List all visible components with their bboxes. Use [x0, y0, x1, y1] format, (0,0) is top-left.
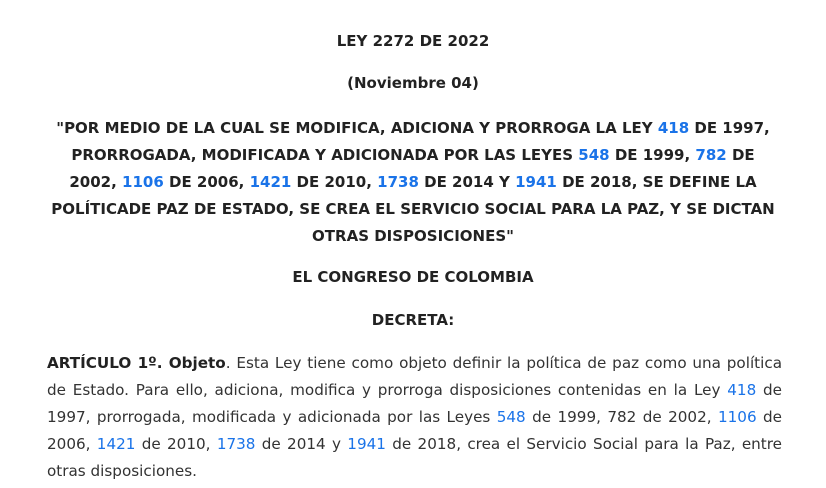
article-text: de 2002,: [636, 408, 718, 426]
article-link-1421[interactable]: 1421: [96, 435, 136, 453]
article-text: de 2010,: [135, 435, 217, 453]
law-title: [48, 115, 778, 250]
law-date: (Noviembre 04): [347, 74, 479, 92]
article-1-paragraph: [47, 350, 782, 485]
title-text: DE 2002,: [69, 146, 755, 191]
law-link-548[interactable]: 548: [578, 146, 610, 164]
article-link-1941[interactable]: 1941: [347, 435, 386, 453]
article-text: de 2014 y: [255, 435, 348, 453]
title-text: DE 2010,: [291, 173, 378, 191]
law-link-1421[interactable]: 1421: [249, 173, 292, 191]
article-link-418[interactable]: 418: [727, 381, 757, 399]
title-text: "POR MEDIO DE LA CUAL SE MODIFICA, ADICIONA Y PRORROGA LA LEY: [56, 119, 658, 137]
article-number-782: 782: [607, 408, 637, 426]
title-text: DE 2018, SE DEFINE LA POLÍTICADE PAZ DE ESTADO, SE CREA EL SERVICIO SOCIAL PARA LA PAZ, Y SE DICTAN OTRAS DISPOSICIONES": [51, 173, 775, 245]
title-text: DE 2006,: [163, 173, 250, 191]
article-text: de 1997, prorrogada, modificada y adicionada por las Leyes: [47, 381, 783, 426]
title-text: DE 1999,: [609, 146, 696, 164]
law-link-1941[interactable]: 1941: [515, 173, 557, 191]
article-text: de 2018, crea el Servicio Social para la Paz, entre otras disposiciones.: [47, 435, 783, 480]
law-link-418[interactable]: 418: [657, 119, 690, 137]
article-link-548[interactable]: 548: [496, 408, 526, 426]
article-text: de 1999,: [525, 408, 608, 426]
article-text: . Esta Ley tiene como objeto definir la política de paz como una política de Estado. Para ello, adiciona, modifica y prorroga disposiciones contenidas en la Ley: [47, 354, 782, 399]
law-link-782[interactable]: 782: [695, 146, 727, 164]
congress-heading: EL CONGRESO DE COLOMBIA: [292, 268, 534, 286]
decreta-heading: DECRETA:: [371, 311, 455, 329]
article-label: ARTÍCULO 1º. Objeto: [47, 354, 226, 372]
title-text: DE 1997, PRORROGADA, MODIFICADA Y ADICIONADA POR LAS LEYES: [71, 119, 770, 164]
article-text: de 2006,: [47, 408, 782, 453]
title-text: DE 2014 Y: [418, 173, 516, 191]
article-link-1106[interactable]: 1106: [717, 408, 757, 426]
law-heading: LEY 2272 DE 2022: [336, 32, 490, 50]
law-link-1738[interactable]: 1738: [377, 173, 419, 191]
law-link-1106[interactable]: 1106: [122, 173, 164, 191]
article-link-1738[interactable]: 1738: [216, 435, 256, 453]
